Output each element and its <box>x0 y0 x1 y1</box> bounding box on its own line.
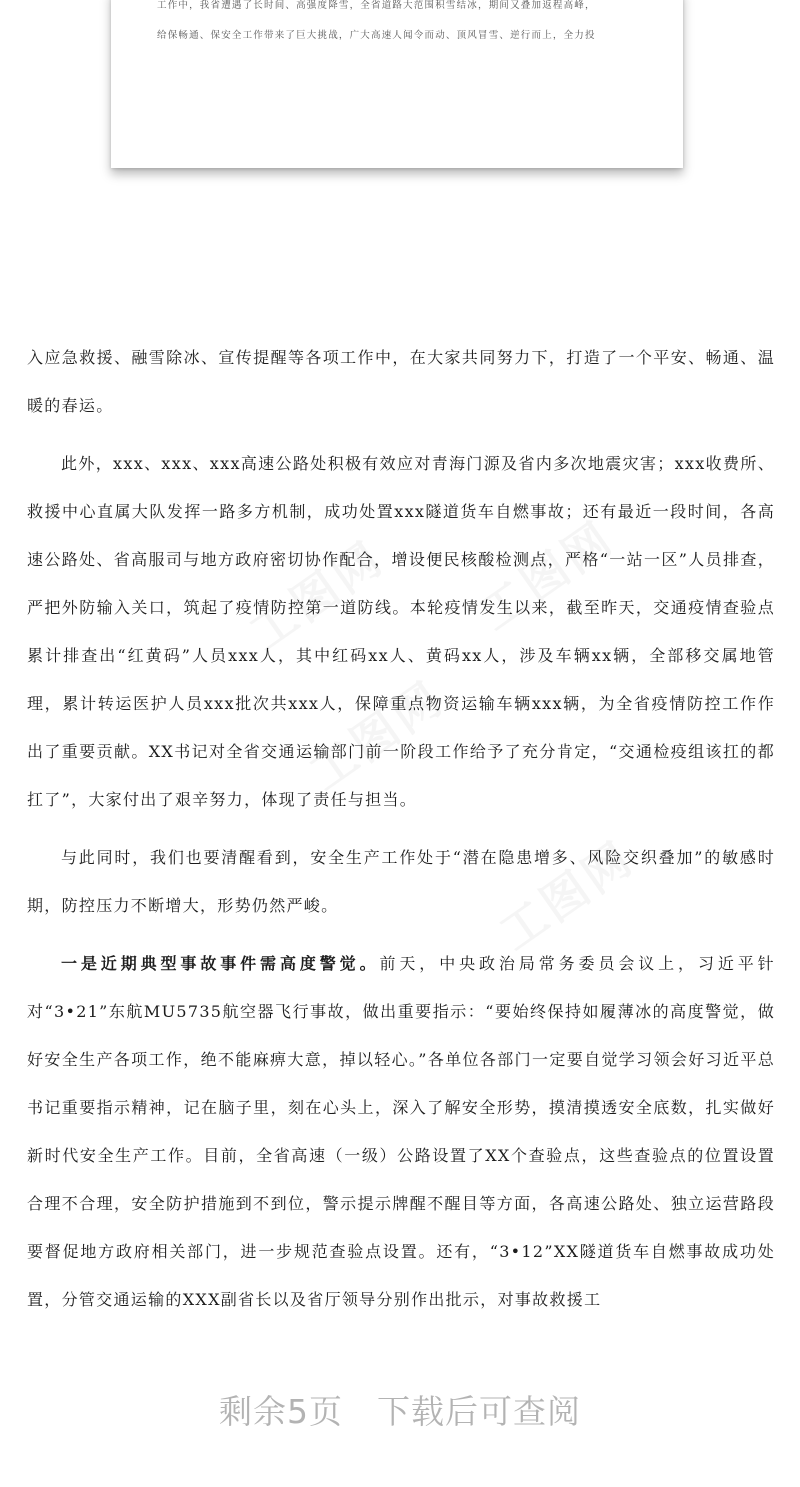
watermark: 工图网 <box>239 530 394 661</box>
paragraph-heading: 一是近期典型事故事件需高度警觉。 <box>61 954 380 973</box>
paragraph-achievements: 此外，xxx、xxx、xxx高速公路处积极有效应对青海门源及省内多次地震灾害；xxx收费所、救援中心直属大队发挥一路多方机制，成功处置xxx隧道货车自燃事故；还有最近一段时间，各高速公路处、省高服司与地方政府密切协作配合，增设便民核酸检测点，严格“一站一区”人员排查，严把外防输入关口，筑起了疫情防控第一道防线。本轮疫情发生以来，截至昨天，交通疫情查验点累计排查出“红黄码”人员xxx人，其中红码xx人、黄码xx人，涉及车辆xx辆，全部移交属地管理，累计转运医护人员xxx批次共xxx人，保障重点物资运输车辆xxx辆，为全省疫情防控工作作出了重要贡献。XX书记对全省交通运输部门前一阶段工作给予了充分肯定，“交通检疫组该扛的都扛了”，大家付出了艰辛努力，体现了责任与担当。 <box>27 454 775 809</box>
download-prompt[interactable] <box>0 1386 800 1433</box>
document-body <box>27 334 775 1324</box>
paragraph-continuation: 入应急救援、融雪除冰、宣传提醒等各项工作中，在大家共同努力下，打造了一个平安、畅通、温暖的春运。 <box>27 348 775 415</box>
preview-text-line: 工作中，我省遭遇了长时间、高强度降雪，全省道路大范围积雪结冰，期间又叠加返程高峰， <box>157 0 596 11</box>
watermark: 工图网 <box>299 670 454 801</box>
paragraph-body: 前天，中央政治局常务委员会议上，习近平针对“3•21”东航MU5735航空器飞行事故，做出重要指示：“要始终保持如履薄冰的高度警觉，做好安全生产各项工作，绝不能麻痹大意，掉以轻心。”各单位各部门一定要自觉学习领会好习近平总书记重要指示精神，记在脑子里，刻在心头上，深入了解安全形势，摸清摸透安全底数，扎实做好新时代安全生产工作。目前，全省高速（一级）公路设置了XX个查验点，这些查验点的位置设置合理不合理，安全防护措施到不到位，警示提示牌醒不醒目等方面，各高速公路处、独立运营路段要督促地方政府相关部门，进一步规范查验点设置。还有，“3•12”XX隧道货车自燃事故成功处置，分管交通运输的XXX副省长以及省厅领导分别作出批示，对事故救援工 <box>27 954 775 1309</box>
watermark: 工图网 <box>469 510 624 641</box>
paragraph-first-point <box>27 940 775 1324</box>
paragraph-safety-situation: 与此同时，我们也要清醒看到，安全生产工作处于“潜在隐患增多、风险交织叠加”的敏感时期，防控压力不断增大，形势仍然严峻。 <box>27 848 775 915</box>
preview-text-line: 给保畅通、保安全工作带来了巨大挑战，广大高速人闻令而动、顶风冒雪、逆行而上，全力投 <box>157 30 596 41</box>
document-preview-card <box>111 0 683 168</box>
remaining-pages-label[interactable]: 剩余5页 <box>219 1392 343 1431</box>
watermark: 工图网 <box>489 830 644 961</box>
download-to-view-label[interactable]: 下载后可查阅 <box>377 1392 581 1431</box>
